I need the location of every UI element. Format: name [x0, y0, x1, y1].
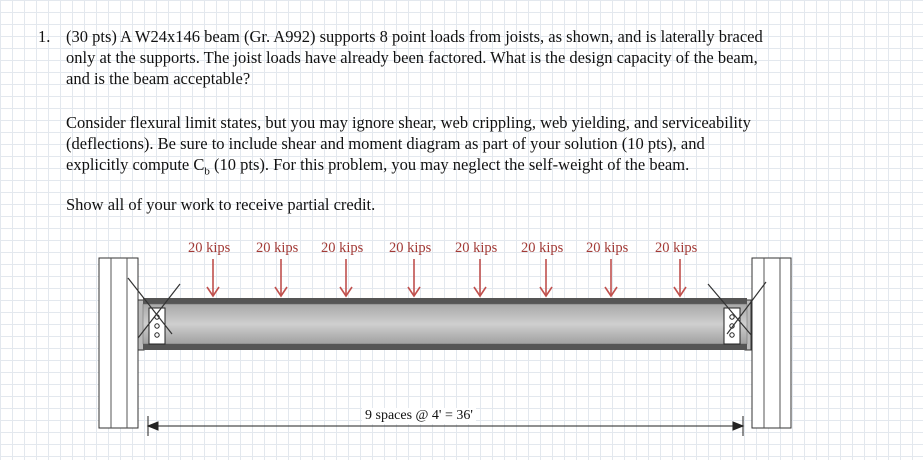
- problem-text-line: only at the supports. The joist loads have already been factored. What is the design capacity of the beam,: [66, 48, 758, 67]
- left-column: [99, 258, 144, 428]
- load-label: 20 kips: [655, 240, 698, 256]
- load-label: 20 kips: [321, 240, 364, 256]
- problem-text-line: and is the beam acceptable?: [66, 69, 251, 88]
- load-label: 20 kips: [256, 240, 299, 256]
- load-arrows: [207, 259, 686, 296]
- load-label: 20 kips: [455, 240, 498, 256]
- load-label: 20 kips: [586, 240, 629, 256]
- problem-text-line: Consider flexural limit states, but you may ignore shear, web crippling, web yielding, and serviceability: [66, 113, 751, 132]
- cb-subscript: b: [204, 165, 210, 178]
- problem-text-line: (30 pts) A W24x146 beam (Gr. A992) supports 8 point loads from joists, as shown, and is laterally braced: [66, 27, 763, 46]
- problem-number: 1.: [38, 27, 51, 46]
- right-column: [745, 258, 791, 428]
- load-label: 20 kips: [521, 240, 564, 256]
- load-label: 20 kips: [188, 240, 231, 256]
- w-beam: [143, 298, 747, 350]
- right-connection: [724, 308, 740, 344]
- span-label: 9 spaces @ 4' = 36': [362, 408, 476, 424]
- load-label: 20 kips: [389, 240, 432, 256]
- problem-text-line: (deflections). Be sure to include shear and moment diagram as part of your solution (10 pts), and: [66, 134, 705, 153]
- problem-text-line: Show all of your work to receive partial credit.: [66, 195, 376, 214]
- problem-text-line: explicitly compute $C_b$ (10 pts). For this problem, you may neglect the self-weight of the beam.: [66, 155, 690, 178]
